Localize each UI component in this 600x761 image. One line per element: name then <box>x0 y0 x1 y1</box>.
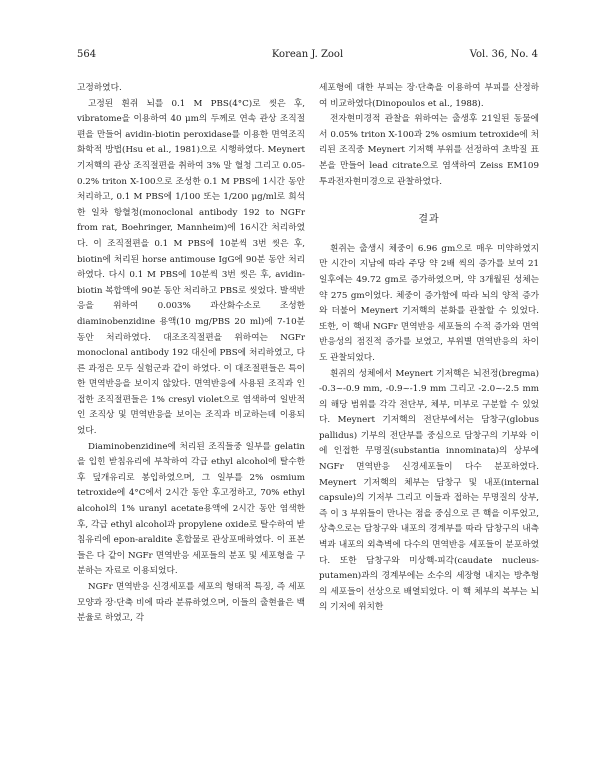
right-paragraph-2: 전자현미경적 관찰을 위하여는 출생후 21일된 동물에서 0.05% triton X-100과 2% osmium tetroxide에 처리된 조직중 Meynert 기저핵 부위를 선정하여 초박질 표본을 만들어 lead citrate으로 염색하여 Zeiss EM109 투과전자현미경으로 관찰하였다. <box>319 114 539 187</box>
right-paragraph-1: 세포형에 대한 부피는 장·단축을 이용하여 부피를 산정하여 비교하였다(Dinopoulos et al., 1988). <box>319 83 539 109</box>
left-paragraph-4: NGFr 면역반응 신경세포를 세포의 형태적 특징, 즉 세포 모양과 장·단축 비에 따라 분류하였으며, 이들의 출현율은 백분율로 하였고, 각 <box>77 582 305 624</box>
right-paragraph-4: 흰쥐의 성체에서 Meynert 기저핵은 뇌전정(bregma) -0.3~-0.9 mm, -0.9~-1.9 mm 그리고 -2.0~-2.5 mm의 해당 범위를 각각 전단부, 체부, 미부로 구분할 수 있었다. Meynert 기저핵의 전단부에서는 담창구(globus pallidus) 기부의 전단부를 중심으로 담창구의 기부와 이에 인접한 무명질(substantia innominata)의 상부에 NGFr 면역반응 신경세포들이 다수 분포하였다. Meynert 기저핵의 체부는 담창구 및 내포(internal capsule)의 기저부 그리고 이들과 접하는 무명질의 상부, 즉 이 3 부위들이 만나는 점을 중심으로 큰 핵을 이루었고, 상측으로는 담창구와 내포의 경계부를 따라 담창구의 내측벽과 내포의 외측벽에 다수의 면역반응 세포들이 분포하였다. 또한 담창구와 미상핵-피각(caudate nucleus-putamen)과의 경계부에는 소수의 세장형 내지는 방추형의 세포들이 선상으로 배열되었다. 이 핵 체부의 복부는 뇌의 기저에 위치한 <box>319 368 539 613</box>
right-column <box>319 81 539 616</box>
journal-name: Korean J. Zool <box>271 49 344 60</box>
left-paragraph-1: 고정하였다. <box>77 83 122 93</box>
right-paragraph-3: 흰쥐는 출생시 체중이 6.96 gm으로 매우 미약하였지만 시간이 지남에 따라 주당 약 2배 씩의 증가를 보여 21일후에는 49.72 gm로 증가하였으며, 약 3개월된 성체는 약 275 gm이었다. 체중이 증가함에 따라 뇌의 양적 증가와 더불어 Meynert 기저핵의 분화를 관찰할 수 있었다. 또한, 이 핵내 NGFr 면역반응 세포들의 수적 증가와 면역반응성의 점진적 증가를 보였고, 부위별 면역반응의 차이도 관찰되었다. <box>319 243 539 363</box>
left-paragraph-3: Diaminobenzidine에 처리된 조직들중 일부를 gelatin을 입힌 받침유리에 부착하여 각급 ethyl alcohol에 탈수한 후 덮개유리로 봉입하였으며, 그 일부를 2% osmium tetroxide에 4°C에서 2시간 동안 후고정하고, 70% ethyl alcohol의 1% uranyl acetate용액에 2시간 동안 염색한 후, 각급 ethyl alcohol과 propylene oxide로 탈수하여 받침유리에 epon-araldite 혼합물로 관상포매하였다. 이 표본들은 다 같이 NGFr 면역반응 세포들의 분포 및 세포형을 구분하는 자료로 이용되었다. <box>77 441 305 577</box>
left-column <box>77 81 305 627</box>
volume-info: Vol. 36, No. 4 <box>469 49 538 60</box>
page-number: 564 <box>77 49 97 60</box>
results-heading: 결과 <box>418 214 440 226</box>
left-paragraph-2: 고정된 흰쥐 뇌를 0.1 M PBS(4°C)로 씻은 후, vibratome을 이용하여 40 μm의 두께로 연속 관상 조직절편을 만들어 avidin-biotin peroxidase를 이용한 면역조직화학적 방법(Hsu et al., 1981)으로 시행하였다. Meynert 기저핵의 관상 조직절편을 취하여 3% 말 혈청 그리고 0.05-0.2% triton X-100으로 조성한 0.1 M PBS에 1시간 동안 처리하고, 0.1 M PBS에 1/100 또는 1/200 μg/ml로 희석한 일차 항혈청(monoclonal antibody 192 to NGFr from rat, Boehringer, Mannheim)에 16시간 처리하였다. 이 조직절편을 0.1 M PBS에 10분씩 3번 씻은 후, biotin에 처리된 horse antimouse IgG에 90분 동안 처리하였다. 다시 0.1 M PBS에 10분씩 3번 씻은 후, avidin-biotin 복합액에 90분 동안 처리하고 PBS로 씻었다. 발색반응을 위하여 0.003% 과산화수소로 조성한 diaminobenzidine 용액(10 mg/PBS 20 ml)에 7-10분 동안 처리하였다. 대조조직절편을 위하여는 NGFr monoclonal antibody 192 대신에 PBS에 처리하였고, 다른 과정은 모두 실험군과 같이 하였다. 이 대조절편들은 특이한 면역반응을 보이지 않았다. 면역반응에 사용된 조직과 인접한 조직절편들은 1% cresyl violet으로 염색하여 일반적인 조직상 및 면역반응을 보이는 조직과 비교하는데 이용되었다. <box>77 98 305 437</box>
